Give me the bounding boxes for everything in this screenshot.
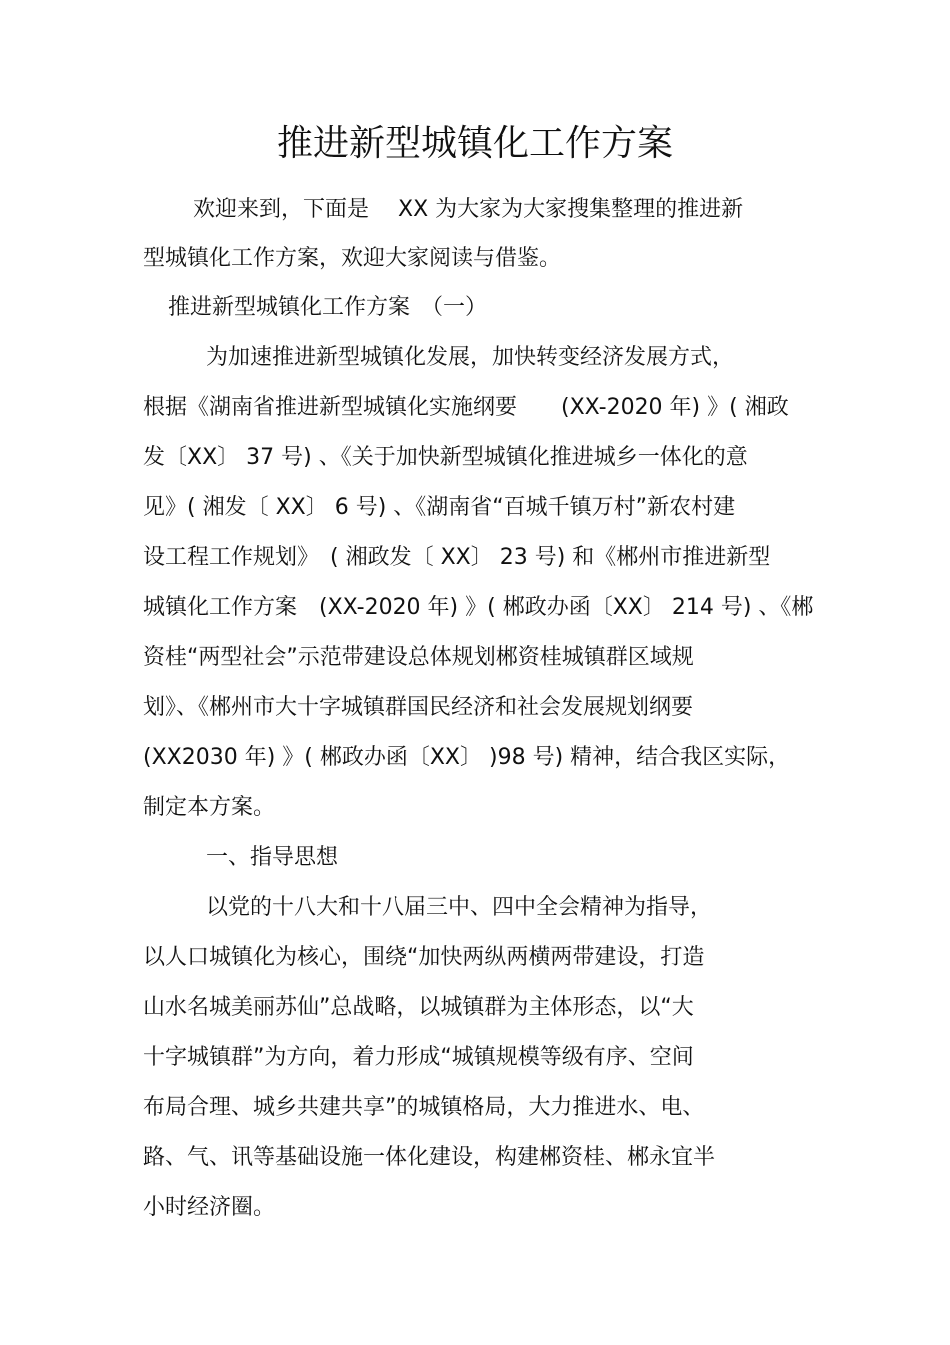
paragraph-line: 发〔XX〕 37 号) 、《关于加快新型城镇化推进城乡一体化的意 bbox=[143, 445, 748, 470]
paragraph-line: 以党的十八大和十八届三中、四中全会精神为指导， bbox=[206, 895, 713, 920]
intro-line: 型城镇化工作方案，欢迎大家阅读与借鉴。 bbox=[143, 246, 562, 271]
paragraph-line: 以人口城镇化为核心，围绕“加快两纵两横两带建设，打造 bbox=[143, 945, 705, 970]
document-title: 推进新型城镇化工作方案 bbox=[276, 123, 673, 164]
paragraph-line: 划》、《郴州市大十字城镇群国民经济和社会发展规划纲要 bbox=[143, 695, 694, 720]
intro-line: 欢迎来到，下面是 XX 为大家为大家搜集整理的推进新 bbox=[193, 197, 744, 222]
paragraph-line: 设工程工作规划》 ( 湘政发〔 XX〕 23 号) 和《郴州市推进新型 bbox=[143, 545, 771, 570]
paragraph-line: 城镇化工作方案 (XX-2020 年) 》( 郴政办函〔XX〕 214 号) 、《郴 bbox=[143, 595, 814, 620]
section-heading: 一、指导思想 bbox=[206, 845, 339, 870]
paragraph-line: 见》( 湘发〔 XX〕 6 号) 、《湖南省“百城千镇万村”新农村建 bbox=[143, 495, 736, 520]
paragraph-line: (XX2030 年) 》( 郴政办函〔XX〕 )98 号) 精神，结合我区实际， bbox=[143, 745, 791, 770]
paragraph-line: 根据《湖南省推进新型城镇化实施纲要 (XX-2020 年) 》( 湘政 bbox=[143, 395, 789, 420]
paragraph-line: 资桂“两型社会”示范带建设总体规划郴资桂城镇群区域规 bbox=[143, 645, 694, 670]
paragraph-line: 山水名城美丽苏仙”总战略，以城镇群为主体形态，以“大 bbox=[143, 995, 694, 1020]
paragraph-line: 十字城镇群”为方向，着力形成“城镇规模等级有序、空间 bbox=[143, 1045, 694, 1070]
paragraph-line: 小时经济圈。 bbox=[143, 1195, 276, 1220]
paragraph-line: 路、气、讯等基础设施一体化建设，构建郴资桂、郴永宜半 bbox=[143, 1145, 716, 1170]
paragraph-line: 制定本方案。 bbox=[143, 795, 276, 820]
section-heading: 推进新型城镇化工作方案 （一） bbox=[168, 295, 488, 320]
paragraph-line: 为加速推进新型城镇化发展，加快转变经济发展方式， bbox=[206, 345, 735, 370]
paragraph-line: 布局合理、城乡共建共享”的城镇格局，大力推进水、电、 bbox=[143, 1095, 705, 1120]
